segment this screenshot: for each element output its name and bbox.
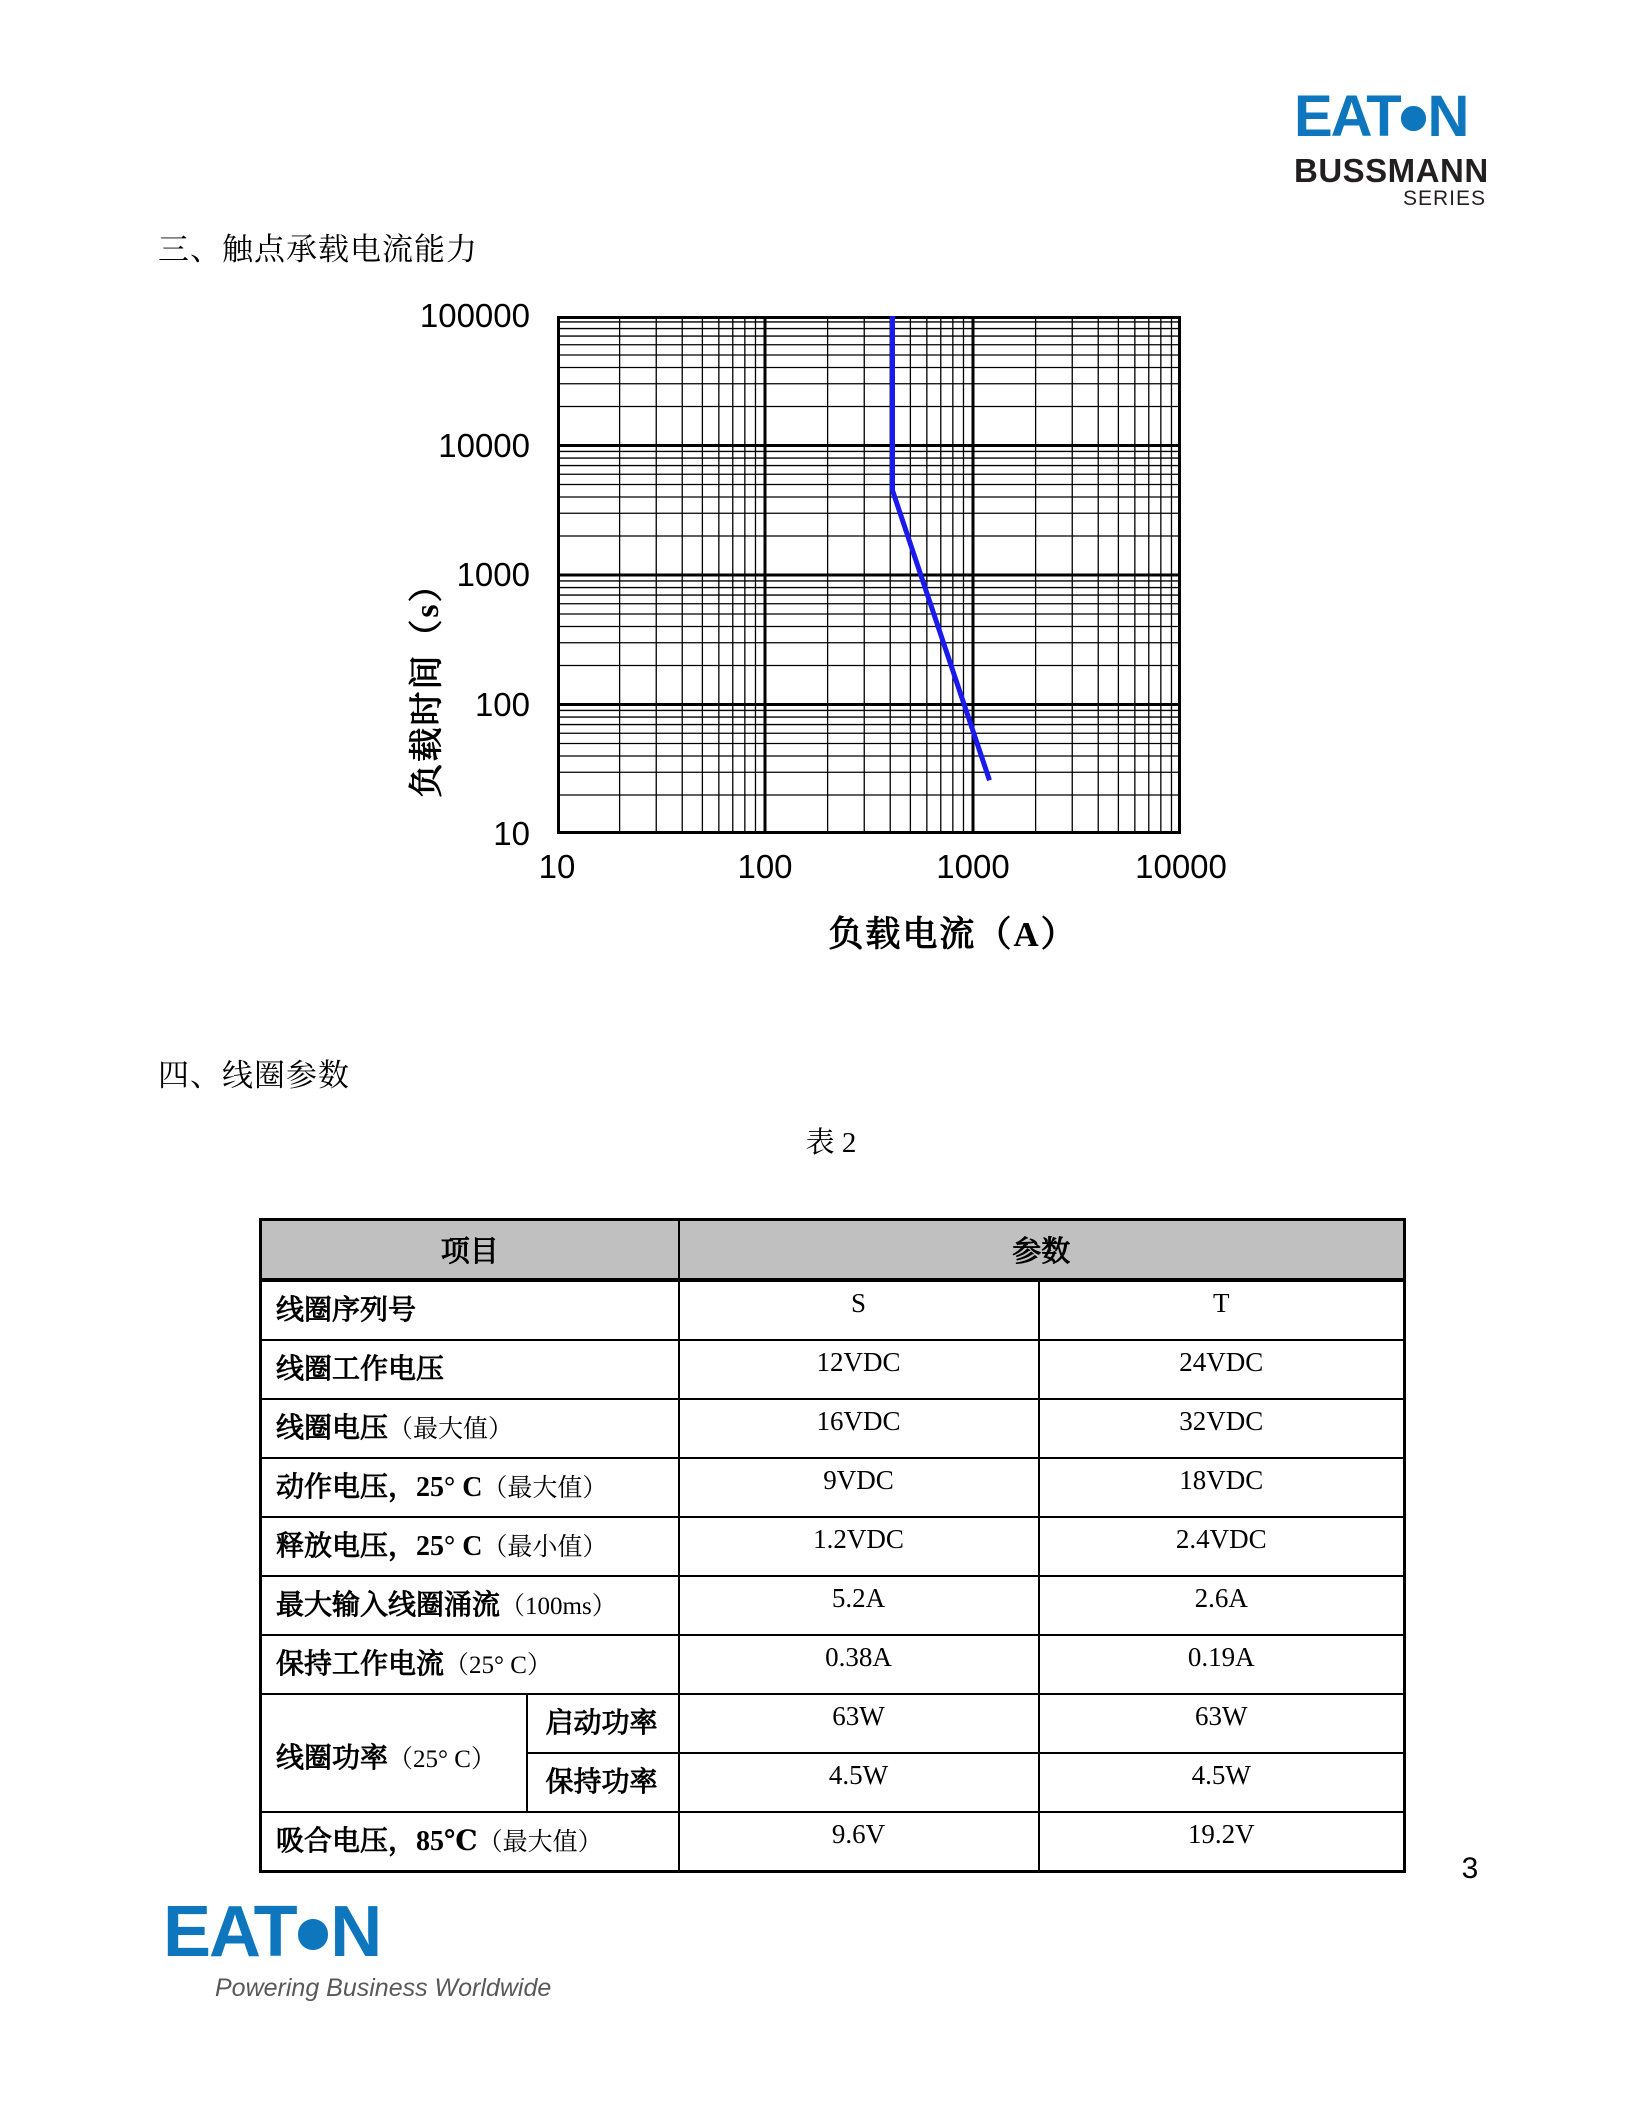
x-tick-label: 1000: [936, 848, 1010, 885]
x-tick-label: 100: [737, 848, 793, 885]
section-3-title: 三、触点承载电流能力: [158, 232, 478, 267]
table-header-row: [261, 1220, 1405, 1281]
x-tick-label: 10000: [1135, 848, 1227, 885]
row-label-note: （最大值）: [477, 1829, 603, 1856]
row-label-cell: [261, 1340, 679, 1399]
row-label-cell: [261, 1812, 679, 1872]
value-cell: 18VDC: [1039, 1458, 1405, 1517]
eaton-logo-text-post: N: [1427, 84, 1468, 149]
table-row: [261, 1694, 1405, 1753]
row-label-cell: [261, 1517, 679, 1576]
value-cell: 63W: [679, 1694, 1039, 1753]
value-cell: 63W: [1039, 1694, 1405, 1753]
value-cell: 19.2V: [1039, 1812, 1405, 1872]
table-row: [261, 1812, 1405, 1872]
row-label-note: （最大值）: [388, 1416, 514, 1443]
value-cell: 16VDC: [679, 1399, 1039, 1458]
row-label-cell: [261, 1694, 527, 1812]
table-row: [261, 1576, 1405, 1635]
value-cell: 2.4VDC: [1039, 1517, 1405, 1576]
section-4-title: 四、线圈参数: [158, 1058, 350, 1093]
table-row: [261, 1399, 1405, 1458]
row-label: 保持工作电流: [276, 1649, 445, 1680]
row-label-note: （25° C）: [388, 1746, 496, 1773]
chart-plot-area: [557, 316, 1181, 834]
row-label-note: （最大值）: [482, 1475, 608, 1502]
bussmann-label: BUSSMANN: [1294, 152, 1489, 189]
table-row: [261, 1340, 1405, 1399]
value-cell: 12VDC: [679, 1340, 1039, 1399]
value-cell: 2.6A: [1039, 1576, 1405, 1635]
y-tick-label: 100000: [419, 297, 530, 334]
y-tick-label: 10000: [438, 426, 530, 464]
eaton-logo-icon: [163, 1892, 551, 1972]
y-tick-label: 1000: [456, 556, 530, 593]
row-sublabel-cell: 启动功率: [527, 1694, 679, 1753]
eaton-footer-logo: [163, 1892, 552, 2003]
value-cell: 9VDC: [679, 1458, 1039, 1517]
table-row: [261, 1517, 1405, 1576]
row-label-note: （100ms）: [500, 1593, 617, 1620]
value-cell: 0.19A: [1039, 1635, 1405, 1694]
row-label-cell: [261, 1280, 679, 1340]
contact-current-chart: [409, 297, 1227, 954]
footer-tagline: Powering Business Worldwide: [215, 1974, 552, 2002]
row-label: 吸合电压，85℃: [276, 1826, 478, 1857]
eaton-logo-text-pre: EAT: [1294, 84, 1400, 149]
row-label: 释放电压，25° C: [276, 1531, 483, 1562]
value-cell: 4.5W: [679, 1753, 1039, 1812]
value-cell: T: [1039, 1280, 1405, 1340]
page-number: 3: [1461, 1852, 1479, 1885]
value-cell: 0.38A: [679, 1635, 1039, 1694]
value-cell: 24VDC: [1039, 1340, 1405, 1399]
row-label-note: （25° C）: [444, 1652, 552, 1679]
value-cell: 1.2VDC: [679, 1517, 1039, 1576]
row-label-note: （最小值）: [482, 1534, 608, 1561]
value-cell: 9.6V: [679, 1812, 1039, 1872]
value-cell: 32VDC: [1039, 1399, 1405, 1458]
y-tick-label: 100: [474, 685, 530, 723]
row-label: 线圈电压: [276, 1413, 389, 1444]
series-label: SERIES: [1402, 187, 1486, 210]
eaton-logo-icon: [1294, 84, 1494, 149]
table-row: [261, 1635, 1405, 1694]
value-cell: 5.2A: [679, 1576, 1039, 1635]
x-axis-title: 负载电流（A）: [828, 915, 1078, 954]
y-axis-title: 负载时间（s）: [409, 566, 446, 798]
row-label-cell: [261, 1635, 679, 1694]
eaton-logo-text-pre: EAT: [163, 1892, 296, 1972]
value-cell: 4.5W: [1039, 1753, 1405, 1812]
y-tick-label: 10: [493, 815, 530, 852]
row-label: 线圈工作电压: [276, 1354, 445, 1385]
table-caption: 表 2: [805, 1127, 857, 1159]
value-cell: S: [679, 1280, 1039, 1340]
table-row: [261, 1458, 1405, 1517]
row-sublabel-cell: 保持功率: [527, 1753, 679, 1812]
row-label-cell: [261, 1576, 679, 1635]
row-label-cell: [261, 1458, 679, 1517]
row-label: 动作电压，25° C: [276, 1472, 483, 1503]
table-header-item: 项目: [261, 1220, 679, 1281]
row-label: 线圈序列号: [276, 1295, 417, 1326]
eaton-dot-icon: [298, 1919, 328, 1949]
table-header-param: 参数: [679, 1220, 1405, 1281]
row-label: 线圈功率: [276, 1743, 389, 1774]
eaton-dot-icon: [1401, 106, 1425, 130]
row-label-cell: [261, 1399, 679, 1458]
row-label: 最大输入线圈涌流: [276, 1590, 501, 1621]
coil-parameters-table: [259, 1218, 1406, 1873]
bussmann-series-logo: [1294, 84, 1494, 210]
eaton-logo-text-post: N: [330, 1892, 381, 1972]
x-tick-label: 10: [538, 848, 576, 885]
table-row: [261, 1280, 1405, 1340]
